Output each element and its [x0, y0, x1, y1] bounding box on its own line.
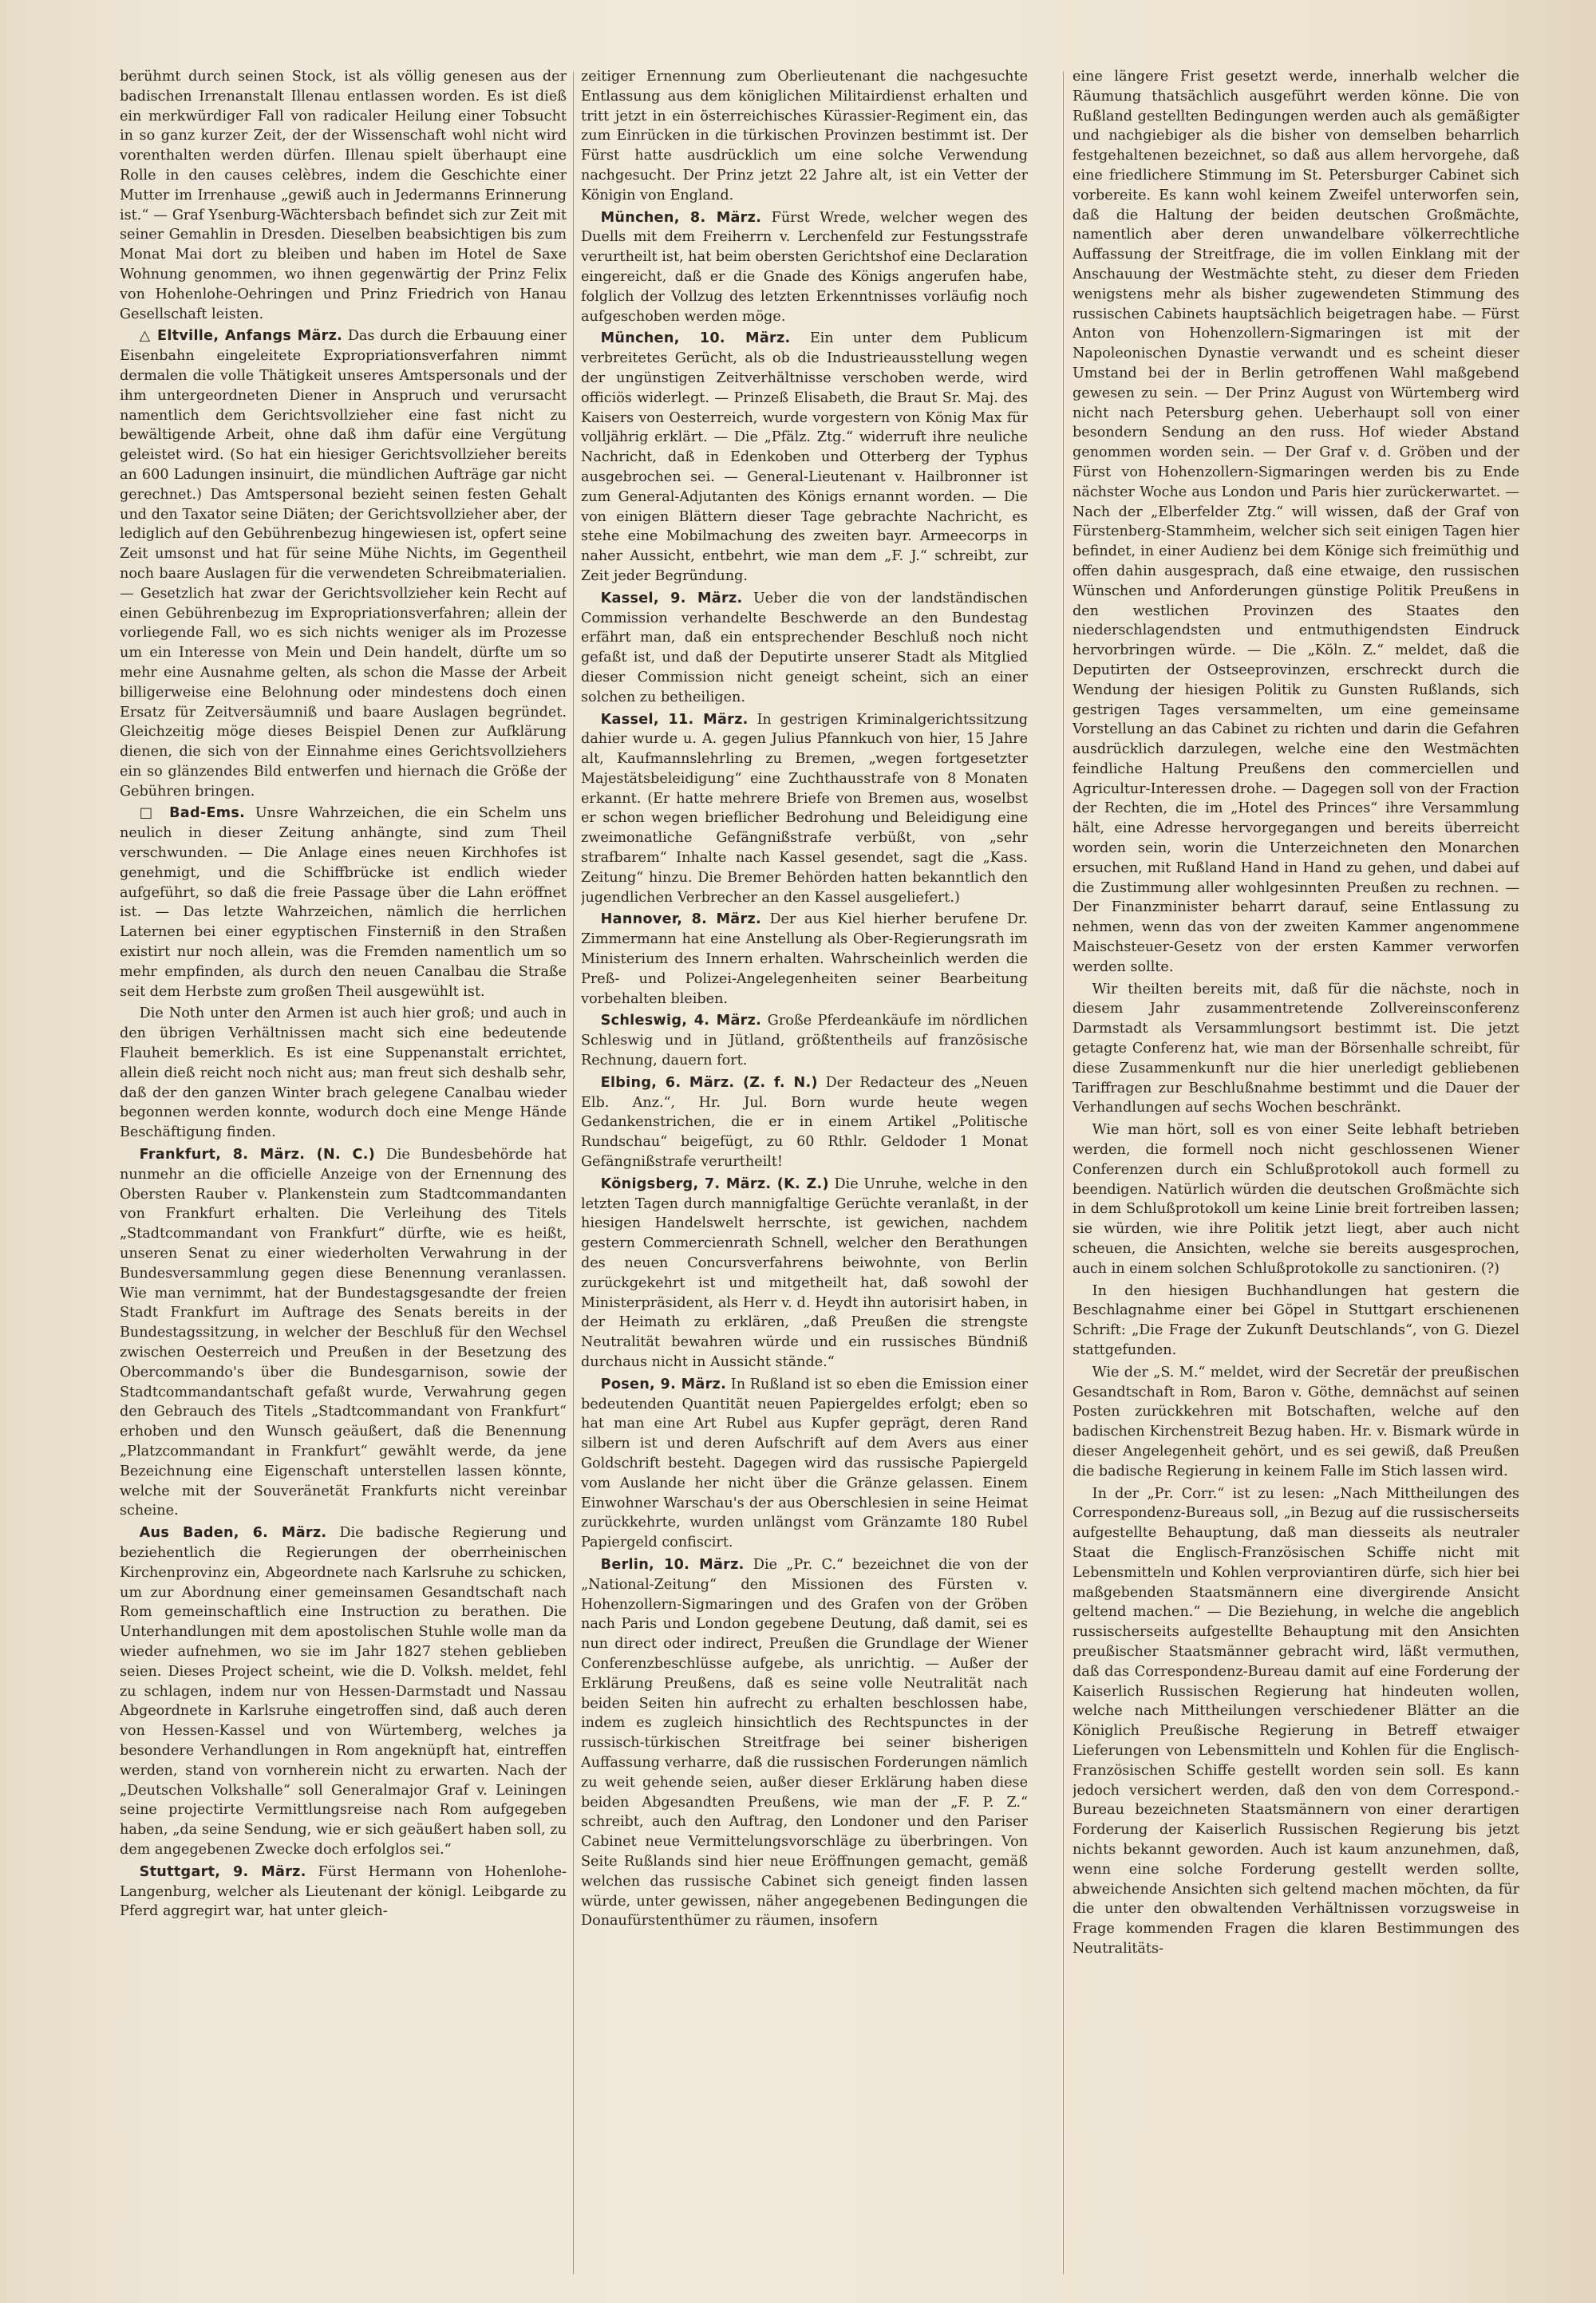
article-paragraph: [581, 208, 1028, 327]
article-text: eine längere Frist gesetzt werde, innerhalb welcher die Räumung thatsächlich ausgeführt werden könne. Die von Rußland gestellten Bedingungen werden auch als gemäßigter und nachgiebiger als die bisher von demselben beharrlich festgehaltenen bezeichnet, so daß aus allem hervorgehe, daß eine friedlichere Stimmung im St. Petersburger Cabinet sich vorbereite. Es kann wohl keinem Zweifel unterworfen sein, daß die Haltung der beiden deutschen Großmächte, namentlich aber deren unwandelbare völkerrechtliche Auffassung der Streitfrage, die im vollen Einklang mit der Anschauung der Westmächte steht, zu dieser dem Frieden wenigstens mehr als bisher zugewendeten Stimmung des russischen Cabinets hauptsächlich beigetragen habe. — Fürst Anton von Hohenzollern-Sigmaringen ist mit der Napoleonischen Dynastie verwandt und es scheint dieser Umstand bei der in Berlin getroffenen Wahl maßgebend gewesen zu sein. — Der Prinz August von Würtemberg wird nicht nach Petersburg gehen. Ueberhaupt soll von einer besondern Sendung an den russ. Hof wieder Abstand genommen worden sein. — Der Graf v. d. Gröben und der Fürst von Hohenzollern-Sigmaringen werden bis zu Ende nächster Woche aus London und Paris hier zurückerwartet. — Nach der „Elberfelder Ztg.“ will wissen, daß der Graf von Fürstenberg-Stammheim, welcher sich seit einigen Tagen hier befindet, in einer Audienz bei dem Könige sich freimüthig und offen dahin ausgesprach, daß eine etwaige, den russischen Wünschen und Anforderungen günstige Politik Preußens in den westlichen Provinzen des Staates den niederschlagendsten und entmuthigendsten Eindruck hervorbringen würde. — Die „Köln. Z.“ meldet, daß die Deputirten der Ostseeprovinzen, erschreckt durch die Wendung der hiesigen Politik zu Gunsten Rußlands, sich gestrigen Tages versammelten, um eine gemeinsame Vorstellung an das Cabinet zu richten und darin die Gefahren ausdrücklich darzulegen, welche eine den Westmächten feindliche Haltung Preußens den commerciellen und Agricultur-Interessen drohe. — Dagegen soll von der Fraction der Rechten, die im „Hotel des Princes“ ihre Versammlung hält, eine Adresse hervorgegangen und bereits überreicht worden sein, worin die Unterzeichneten den Monarchen ersuchen, mit Rußland Hand in Hand zu gehen, und dabei auf die Zustimmung aller wohlgesinnten Preußen zu rechnen. — Der Finanzminister beharrt darauf, seine Entlassung zu nehmen, wenn das von der zweiten Kammer angenommene Maischsteuer-Gesetz von der ersten Kammer verworfen werden sollte.: [1073, 69, 1519, 975]
article-text: Ein unter dem Publicum verbreitetes Gerücht, als ob die Industrieausstellung wegen der ungünstigen Zeitverhältnisse verschoben werde, wird officiös widerlegt. — Prinzeß Elisabeth, die Braut Sr. Maj. des Kaisers von Oesterreich, wurde vorgestern von König Max für volljährig erklärt. — Die „Pfälz. Ztg.“ widerruft ihre neuliche Nachricht, daß in Edenkoben und Otterberg der Typhus ausgebrochen sei. — General-Lieutenant v. Hailbronner ist zum General-Adjutanten des Königs ernannt worden. — Die von einigen Blättern dieser Tage gebrachte Nachricht, es stehe eine Mobilmachung des zweiten bayr. Armeecorps in naher Aussicht, entbehrt, wie man dem „F. J.“ schreibt, zur Zeit jeder Begründung.: [581, 330, 1028, 584]
dateline: □ Bad-Ems.: [139, 805, 246, 822]
article-paragraph: [581, 710, 1028, 908]
dateline: Kassel, 9. März.: [600, 590, 743, 606]
dateline: △ Eltville, Anfangs März.: [139, 328, 343, 345]
dateline: Posen, 9. März.: [600, 1376, 727, 1392]
dateline: München, 10. März.: [600, 330, 791, 347]
article-paragraph: [120, 326, 567, 801]
article-paragraph: [1073, 1120, 1519, 1278]
article-paragraph: [581, 1175, 1028, 1373]
article-paragraph: [581, 67, 1028, 206]
dateline: Hannover, 8. März.: [600, 911, 761, 928]
column-rule: [573, 72, 574, 2274]
article-text: Wie man hört, soll es von einer Seite lebhaft betrieben werden, die formell noch nicht geschlossenen Wiener Conferenzen durch ein Schlußprotokoll auch formell zu beendigen. Natürlich würden die deutschen Großmächte sich in dem Schlußprotokoll um keine Linie breit fortreiben lassen; sie würden, wie ihre Politik jetzt liegt, aber auch nicht scheuen, die Ansichten, welche sie bereits ausgesprochen, auch in einem solchen Schlußprotokolle zu sanctioniren. (?): [1073, 1122, 1519, 1277]
article-paragraph: [1073, 980, 1519, 1119]
article-text: Ueber die von der landständischen Commission verhandelte Beschwerde an den Bundestag erfährt man, daß ein entsprechender Beschluß noch nicht gefaßt ist, und daß der Deputirte unserer Stadt als Mitglied dieser Commission nicht geneigt scheint, sich an einer solchen zu betheiligen.: [581, 590, 1028, 705]
article-paragraph: [120, 1863, 567, 1922]
article-text: In den hiesigen Buchhandlungen hat gestern die Beschlagnahme einer bei Göpel in Stuttgart erschienenen Schrift: „Die Frage der Zukunft Deutschlands“, von G. Diezel stattgefunden.: [1073, 1282, 1519, 1358]
dateline: Aus Baden, 6. März.: [139, 1525, 327, 1542]
article-text: Der aus Kiel hierher berufene Dr. Zimmermann hat eine Anstellung als Ober-Regierungsrath im Ministerium des Innern erhalten. Wahrscheinlich werden die Preß- und Polizei-Angelegenheiten seiner Bearbeitung vorbehalten bleiben.: [581, 911, 1028, 1007]
article-text: Die badische Regierung und beziehentlich die Regierungen der oberrheinischen Kirchenprovinz ein, Abgeordnete nach Karlsruhe zu schicken, um zur Abordnung einer gemeinsamen Gesandtschaft nach Rom gemeinschaftlich eine Instruction zu berathen. Die Unterhandlungen mit dem apostolischen Stuhle wolle man da wieder aufnehmen, wo sie im Jahr 1827 stehen geblieben seien. Dieses Project scheint, wie die D. Volksh. meldet, fehl zu schlagen, indem nur von Hessen-Darmstadt und Nassau Abgeordnete in Karlsruhe eingetroffen sind, daß auch deren von Hessen-Kassel und von Würtemberg, welches ja besondere Verhandlungen in Rom angeknüpft hat, eintreffen werden, stand von vornherein nicht zu erwarten. Nach der „Deutschen Volkshalle“ soll Generalmajor Graf v. Leiningen seine projectirte Vermittlungsreise nach Rom aufgegeben haben, „da seine Sendung, wie er sich geäußert haben soll, zu dem angegebenen Zwecke doch erfolglos sei.“: [120, 1525, 567, 1858]
article-text: Das durch die Erbauung einer Eisenbahn eingeleitete Expropriationsverfahren nimmt dermalen die volle Thätigkeit unseres Amtspersonals und der ihm untergeordneten Diener in Anspruch und verursacht namentlich dem Gerichtsvollzieher eine fast nicht zu bewältigende Arbeit, ohne daß ihm dafür eine Vergütung geleistet wird. (So hat ein hiesiger Gerichtsvollzieher bereits an 600 Ladungen insinuirt, die mündlichen Aufträge gar nicht gerechnet.) Das Amtspersonal bezieht seinen festen Gehalt und den Taxator seine Diäten; der Gerichtsvollzieher aber, der lediglich auf den Gebührenbezug hingewiesen ist, opfert seine Zeit umsonst und hat für seine Mühe Nichts, im Gegentheil noch baare Auslagen für die verwendeten Schreibmaterialien. — Gesetzlich hat zwar der Gerichtsvollzieher kein Recht auf einen Gebührenbezug im Expropriationsverfahren; allein der vorliegende Fall, wo es sich nichts weniger als im Prozesse um ein Interesse von Mein und Dein handelt, dürfte um so mehr eine Ausnahme gelten, als schon die Masse der Arbeit billigerweise eine Belohnung oder mindestens doch einen Ersatz für Zeitversäumniß und baare Auslagen begründet. Gleichzeitig möge dieses Beispiel Denen zur Aufklärung dienen, die sich von der Einnahme eines Gerichtsvollziehers ein so glänzendes Bild entwerfen und hiernach die Größe der Gebühren bringen.: [120, 328, 567, 800]
article-text: Der Redacteur des „Neuen Elb. Anz.“, Hr. Jul. Born wurde heute wegen Gedankenstrichen, die er in einem Artikel „Politische Rundschau“ beigefügt, zu 60 Rthlr. Geldoder 1 Monat Gefängnißstrafe verurtheilt!: [581, 1074, 1028, 1171]
dateline: Kassel, 11. März.: [600, 711, 749, 728]
article-paragraph: [581, 589, 1028, 708]
dateline: Königsberg, 7. März. (K. Z.): [600, 1175, 829, 1192]
text-column-2: [581, 67, 1028, 2285]
article-paragraph: [1073, 1282, 1519, 1361]
article-text: zeitiger Ernennung zum Oberlieutenant die nachgesuchte Entlassung aus dem königlichen Militairdienst erhalten und tritt jetzt in ein österreichisches Kürassier-Regiment ein, das zum Einrücken in die türkischen Provinzen bestimmt ist. Der Fürst hatte ausdrücklich um eine solche Verwendung nachgesucht. Der Prinz jetzt 22 Jahre alt, ist ein Vetter der Königin von England.: [581, 69, 1028, 203]
article-paragraph: [581, 329, 1028, 586]
dateline: Berlin, 10. März.: [600, 1556, 745, 1573]
article-paragraph: [120, 1145, 567, 1521]
article-text: Unsre Wahrzeichen, die ein Schelm uns neulich in dieser Zeitung anhängte, sind zum Theil verschwunden. — Die Anlage eines neuen Kirchhofes ist genehmigt, und die Schiffbrücke ist endlich wieder aufgeführt, so daß die freie Passage über die Lahn eröffnet ist. — Das letzte Wahrzeichen, nämlich die herrlichen Laternen bei einer egyptischen Finsterniß in den Straßen existirt nur noch allein, was die Fremden namentlich um so mehr empfinden, als durch den neuen Canalbau die Straße seit dem Herbste zum großen Theil ausgewühlt ist.: [120, 805, 567, 1000]
article-paragraph: [581, 1375, 1028, 1553]
article-paragraph: [581, 1011, 1028, 1070]
article-text: Die „Pr. C.“ bezeichnet die von der „National-Zeitung“ den Missionen des Fürsten v. Hohenzollern-Sigmaringen und des Grafen von der Gröben nach Paris und London gegebene Deutung, daß damit, sei es nun direct oder indirect, Preußen die Grundlage der Wiener Conferenzbeschlüsse aufgebe, als unrichtig. — Außer der Erklärung Preußens, daß es seine volle Neutralität nach beiden Seiten hin aufrecht zu erhalten beschlossen habe, indem es zugleich hinsichtlich des Rechtspunctes in der russisch-türkischen Streitfrage bei seiner bisherigen Auffassung verharre, daß die russischen Forderungen nämlich zu weit gehende seien, außer dieser Erklärung haben diese beiden Abgesandten Preußens, wie man der „F. P. Z.“ schreibt, auch den Auftrag, den Londoner und den Pariser Cabinet neue Vermittelungsvorschläge zu überbringen. Von Seite Rußlands sind hier neue Eröffnungen gemacht, gemäß welchen das russische Cabinet sich geneigt finden lassen würde, unter gewissen, näher angegebenen Bedingungen die Donaufürstenthümer zu räumen, insofern: [581, 1556, 1028, 1930]
article-paragraph: [1073, 1484, 1519, 1959]
article-text: Fürst Hermann von Hohenlohe-Langenburg, welcher als Lieutenant der königl. Leibgarde zu Pferd aggregirt war, hat unter gleich-: [120, 1863, 567, 1920]
dateline: Schleswig, 4. März.: [600, 1013, 762, 1029]
text-column-1: [120, 67, 567, 2285]
article-paragraph: [120, 1523, 567, 1860]
article-paragraph: [581, 1555, 1028, 1931]
column-rule: [1063, 72, 1064, 2274]
article-paragraph: [581, 1073, 1028, 1172]
article-text: berühmt durch seinen Stock, ist als völlig genesen aus der badischen Irrenanstalt Illenau entlassen worden. Es ist dieß ein merkwürdiger Fall von radicaler Heilung einer Tobsucht in so ganz kurzer Zeit, der der Wissenschaft wohl nicht wird vorenthalten werden dürfen. Illenau spielt überhaupt eine Rolle in den causes celèbres, indem die Geschichte einer Mutter im Irrenhause „gewiß auch in Jedermanns Erinnerung ist.“ — Graf Ysenburg-Wächtersbach befindet sich zur Zeit mit seiner Gemahlin in Dresden. Dieselben beabsichtigen bis zum Monat Mai dort zu bleiben und haben im Hotel de Saxe Wohnung genommen, wo ihnen gegenwärtig der Prinz Felix von Hohenlohe-Oehringen und Prinz Friedrich von Hanau Gesellschaft leisten.: [120, 69, 567, 322]
dateline: Frankfurt, 8. März. (N. C.): [139, 1147, 376, 1163]
dateline: Elbing, 6. März. (Z. f. N.): [600, 1074, 818, 1091]
article-text: Fürst Wrede, welcher wegen des Duells mit dem Freiherrn v. Lerchenfeld zur Festungsstrafe verurtheilt ist, hat beim obersten Gerichtshof eine Declaration eingereicht, daß er die Gnade des Königs angerufen habe, folglich der Vollzug des letzten Erkenntnisses vorläufig noch aufgeschoben werden möge.: [581, 209, 1028, 325]
article-text: Die Unruhe, welche in den letzten Tagen durch mannigfaltige Gerüchte veranlaßt, in der hiesigen Handelswelt herrschte, ist gewichen, nachdem gestern Commercienrath Schnell, welcher den Berathungen des neuen Concursverfahrens beiwohnte, von Berlin zurückgekehrt ist und mitgetheilt hat, daß sowohl der Ministerpräsident, als Herr v. d. Heydt ihn autorisirt haben, in der Heimath zu erklären, „daß Preußen die strengste Neutralität bewahren würde und ein russisches Bündniß durchaus nicht in Aussicht stände.“: [581, 1175, 1028, 1370]
article-text: In Rußland ist so eben die Emission einer bedeutenden Quantität neuen Papiergeldes erfolgt; eben so hat man eine Art Rubel aus Kupfer geprägt, deren Rand silbern ist und deren Aufschrift auf dem Avers aus einer Goldschrift besteht. Dagegen wird das russische Papiergeld vom Auslande her nicht über die Gränze gelassen. Einem Einwohner Warschau's der aus Oberschlesien in seine Heimat zurückkehrte, wurden unlängst vom Gränzamte 180 Rubel Papiergeld confiscirt.: [581, 1376, 1028, 1551]
article-text: Wie der „S. M.“ meldet, wird der Secretär der preußischen Gesandtschaft in Rom, Baron v. Göthe, demnächst auf seinen Posten zurückkehren mit Botschaften, welche auf den badischen Kirchenstreit Bezug haben. Hr. v. Bismark würde in dieser Angelegenheit gehört, und es sei gewiß, daß Preußen die badische Regierung in keinem Falle im Stich lassen wird.: [1073, 1364, 1519, 1479]
article-paragraph: [1073, 1363, 1519, 1482]
article-paragraph: [120, 67, 567, 324]
text-column-3: [1073, 67, 1519, 2285]
article-paragraph: [1073, 67, 1519, 978]
article-paragraph: [120, 804, 567, 1001]
article-text: Wir theilten bereits mit, daß für die nächste, noch in diesem Jahr zusammentretende Zollvereinsconferenz Darmstadt als Versammlungsort bestimmt ist. Die jetzt getagte Conferenz hat, wie man der Börsenhalle schreibt, für diese Zusammenkunft nur die hier unerledigt gebliebenen Tariffragen zur Beschlußnahme bestimmt und die Dauer der Verhandlungen auf sechs Wochen beschränkt.: [1073, 981, 1519, 1116]
dateline: Stuttgart, 9. März.: [139, 1863, 306, 1880]
article-paragraph: [581, 910, 1028, 1009]
article-paragraph: [120, 1004, 567, 1143]
article-text: In gestrigen Kriminalgerichtssitzung dahier wurde u. A. gegen Julius Pfannkuch von hier, 15 Jahre alt, Kaufmannslehrling zu Bremen, „wegen fortgesetzter Majestätsbeleidigung“ eine Zuchthausstrafe von 8 Monaten erkannt. (Er hatte mehrere Briefe von Bremen aus, woselbst er schon wegen brieflicher Bedrohung und Beleidigung eine zweimonatliche Gefängnißstrafe verbüßt, von „sehr strafbarem“ Inhalte nach Kassel gesendet, sagt die „Kass. Zeitung“ hinzu. Die Bremer Behörden hatten bekanntlich den jugendlichen Verbrecher an den Kassel ausgeliefert.): [581, 711, 1028, 906]
article-text: Die Bundesbehörde hat nunmehr an die officielle Anzeige von der Ernennung des Obersten Rauber v. Plankenstein zum Stadtcommandanten von Frankfurt erhalten. Die Verleihung des Titels „Stadtcommandant von Frankfurt“ dürfte, wie es heißt, unseren Senat zu einer wiederholten Verwahrung in der Bundesversammlung gegen diese Benennung veranlassen. Wie man vernimmt, hat der Bundestagsgesandte der freien Stadt Frankfurt im Auftrage des Senats bereits in der Bundestagssitzung, in welcher der Beschluß für den Wechsel zwischen Oesterreich und Preußen in der Besetzung des Obercommando's über die Bundesgarnison, sowie der Stadtcommandantschaft gefaßt wurde, Verwahrung gegen den Gebrauch des Titels „Stadtcommandant von Frankfurt“ erhoben und den Wunsch geäußert, daß die Benennung „Platzcommandant in Frankfurt“ gewählt werde, da jene Bezeichnung eine Eigenschaft unterstellen lassen könnte, welche mit der Souveränetät Frankfurts nicht vereinbar scheine.: [120, 1147, 567, 1519]
article-text: In der „Pr. Corr.“ ist zu lesen: „Nach Mittheilungen des Correspondenz-Bureaus soll, „in Bezug auf die russischerseits aufgestellte Behauptung, daß man diesseits als neutraler Staat die Englisch-Französischen Schiffe nicht mit Lebensmitteln und Kohlen verproviantiren dürfe, sich hier bei maßgebenden Staatsmännern eine divergirende Ansicht geltend machen.“ — Die Beziehung, in welche die angeblich russischerseits aufgestellte Behauptung mit den Ansichten preußischer Staatsmänner gebracht wird, läßt vermuthen, daß das Correspondenz-Bureau damit auf eine Forderung der Kaiserlich Russischen Regierung hat hindeuten wollen, welche nach Mittheilungen verschiedener Blätter an die Königlich Preußische Regierung in Betreff etwaiger Lieferungen von Lebensmitteln und Kohlen für die Englisch-Französischen Schiffe gestellt worden sein soll. Es kann jedoch versichert werden, daß den von dem Correspond.-Bureau bezeichneten Staatsmännern von einer derartigen Forderung der Kaiserlich Russischen Regierung bis jetzt nichts bekannt geworden. Auch ist kaum anzunehmen, daß, wenn eine solche Forderung gestellt werden sollte, abweichende Ansichten sich geltend machen möchten, da für die unter den obwaltenden Verhältnissen vorzugsweise in Frage kommenden Fragen die klaren Bestimmungen des Neutralitäts-: [1073, 1485, 1519, 1957]
article-text: Große Pferdeankäufe im nördlichen Schleswig und in Jütland, größtentheils auf französische Rechnung, dauern fort.: [581, 1013, 1028, 1069]
dateline: München, 8. März.: [600, 209, 762, 226]
article-text: Die Noth unter den Armen ist auch hier groß; und auch in den übrigen Verhältnissen macht sich eine bedeutende Flauheit bemerklich. Es ist eine Suppenanstalt errichtet, allein dieß reicht noch nicht aus; man freut sich deshalb sehr, daß der den ganzen Winter brach gelegene Canalbau wieder begonnen werden konnte, wodurch doch eine Menge Hände Beschäftigung finden.: [120, 1005, 567, 1141]
